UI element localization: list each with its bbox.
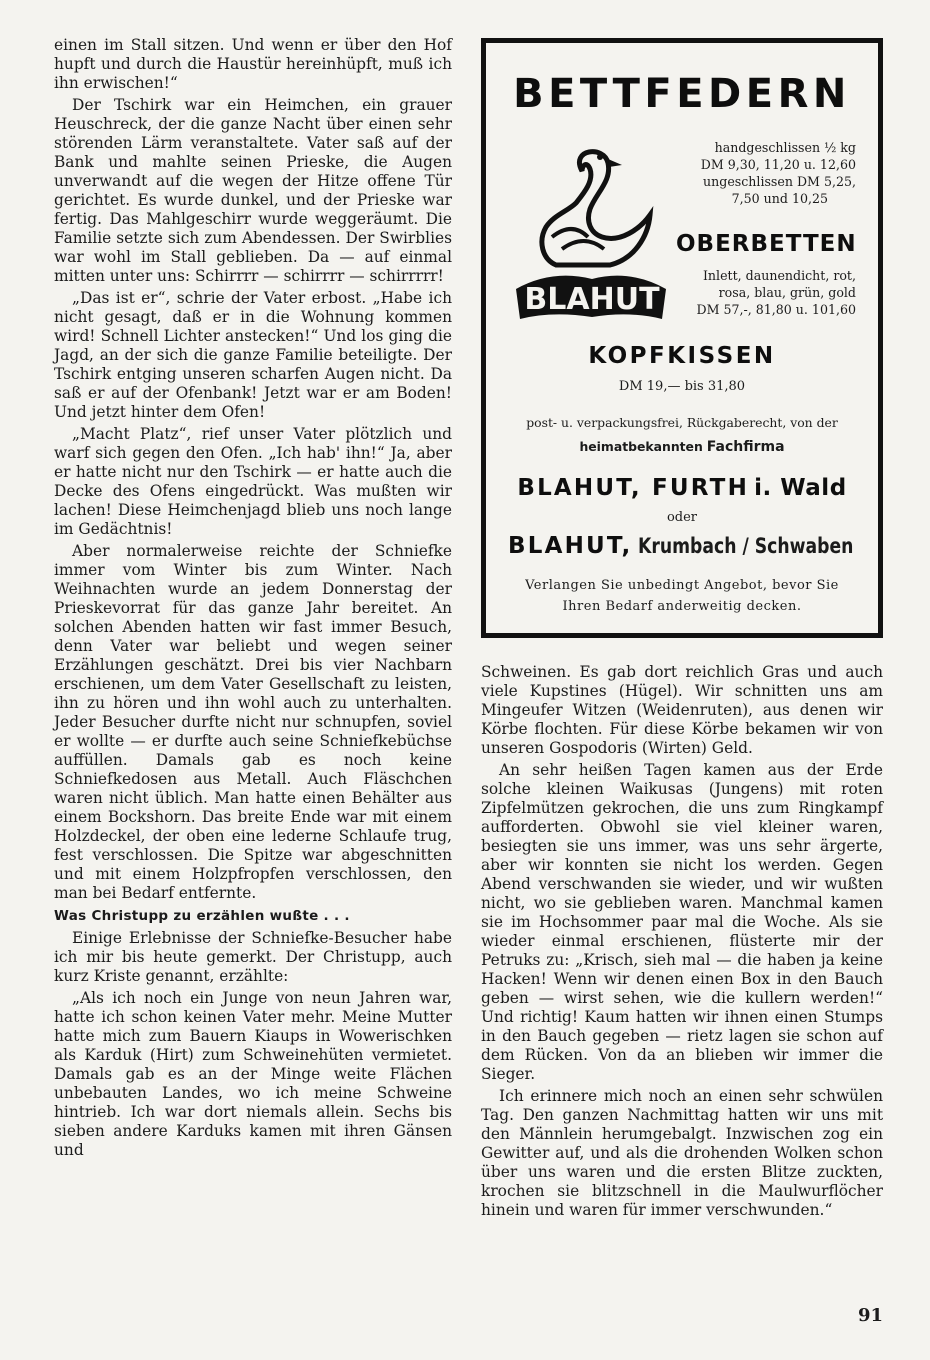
svg-text:BLAHUT: BLAHUT: [524, 282, 660, 317]
price-line: 7,50 und 10,25: [731, 191, 828, 206]
left-column: [54, 36, 452, 1163]
swan-logo-icon: [512, 141, 670, 321]
ad-footer-line-1: Verlangen Sie unbedingt Angebot, bevor Sie: [525, 578, 839, 593]
kopfkissen-heading: KOPFKISSEN: [588, 343, 776, 369]
paragraph: „Macht Platz“, rief unser Vater plötzlich und warf sich gegen den Ofen. „Ich hab' ihn!“ Ja, aber er hatte nicht nur den Tschirk — er hatte auch die Decke des Ofens eingedrückt. Was mußten wir lachen! Diese Heimchenjagd blieb uns noch lange im Gedächtnis!: [54, 425, 452, 538]
firm-intro: [486, 439, 878, 455]
firm-intro-fachfirma: Fachfirma: [706, 439, 785, 455]
paragraph: Einige Erlebnisse der Schniefke-Besucher habe ich mir bis heute gemerkt. Der Christupp, auch kurz Kriste genannt, erzählte:: [54, 929, 452, 985]
price-line: DM 57,-, 81,80 u. 101,60: [696, 302, 856, 317]
advertisement: [481, 38, 883, 638]
ad-title: BETTFEDERN: [513, 71, 851, 117]
kopfkissen-price: DM 19,— bis 31,80: [618, 379, 746, 394]
price-line: handgeschlissen ½ kg: [714, 140, 856, 155]
firm-intro-text: heimatbekannten: [579, 439, 703, 454]
paragraph: Aber normalerweise reichte der Schniefke immer vom Winter bis zum Winter. Nach Weihnachten wurde an jedem Donnerstag der Prieskevorrat für das ganze Jahr bereitet. An solchen Abenden hatten wir fast immer Besuch, denn Vater war beliebt und wegen seiner Erzählungen geschätzt. Drei bis vier Nachbarn erschienen, um dem Vater Gesellschaft zu leisten, ihn zu hören und ihn wohl auch zu unterhalten. Jeder Besucher durfte nicht nur schnupfen, soviel er wollte — er durfte auch seine Schniefkebüchse auffüllen. Damals gab es noch keine Schniefkedosen aus Metall. Auch Fläschchen waren nicht üblich. Man hatte einen Behälter aus einem Bockshorn. Das breite Ende war mit einem Holzdeckel, der oben eine lederne Schlaufe trug, fest verschlossen. Die Spitze war abgeschnitten und mit einem Holzpfropfen verschlossen, den man bei Bedarf entfernte.: [54, 542, 452, 902]
price-line: Inlett, daunendicht, rot,: [702, 268, 856, 283]
paragraph: Schweinen. Es gab dort reichlich Gras und auch viele Kupstines (Hügel). Wir schnitten uns am Mingeufer Witzen (Weidenruten), aus denen wir Körbe flochten. Für diese Körbe bekamen wir von unseren Gospodoris (Wirten) Geld.: [481, 663, 883, 757]
price-line: DM 9,30, 11,20 u. 12,60: [700, 157, 856, 172]
firm-krumbach-name: BLAHUT,: [508, 533, 633, 559]
firm-krumbach: [508, 533, 900, 559]
paragraph: Ich erinnere mich noch an einen sehr schwülen Tag. Den ganzen Nachmittag hatten wir uns mit den Männlein herumgebalgt. Inzwischen zog ein Gewitter auf, und als die drohenden Wolken schon über uns waren und die ersten Blitze zuckten, krochen sie blitzschnell in die Maulwurflöcher hinein und waren für immer verschwunden.“: [481, 1087, 883, 1219]
firm-furth: [486, 475, 878, 501]
right-column: [481, 663, 883, 1223]
section-heading: Was Christupp zu erzählen wußte . . .: [54, 908, 350, 924]
firm-furth-town: i. Wald: [754, 475, 847, 501]
page-number: 91: [858, 1305, 884, 1326]
paragraph: Der Tschirk war ein Heimchen, ein grauer Heuschreck, der die ganze Nacht über einen sehr störenden Lärm veranstaltete. Vater saß auf der Bank und mahlte seinen Prieske, die Augen unverwandt auf die wegen der Hitze offene Tür gerichtet. Es wurde dunkel, und der Prieske war fertig. Das Mahlgeschirr wurde weggeräumt. Die Familie setzte sich zum Abendessen. Der Swirblies war wohl im Stall geblieben. Da — auf einmal mitten unter uns: Schirrrr — schirrrr — schirrrrr!: [54, 96, 452, 285]
oberbetten-heading: OBERBETTEN: [676, 231, 857, 257]
price-line: ungeschlissen DM 5,25,: [703, 174, 856, 189]
paragraph: „Als ich noch ein Junge von neun Jahren war, hatte ich schon keinen Vater mehr. Meine Mutter hatte mich zum Bauern Kiaups in Wowerischken als Karduk (Hirt) zum Schweinehüten vermietet. Damals gab es an der Minge weite Flächen unbebauten Landes, wo ich meine Schweine hintrieb. Ich war dort niemals allein. Sechs bis sieben andere Karduks kamen mit ihren Gänsen und: [54, 989, 452, 1159]
oder-text: oder: [666, 510, 698, 525]
shipping-note: post- u. verpackungsfrei, Rückgaberecht, von der: [526, 415, 838, 430]
firm-furth-name: BLAHUT, FURTH: [517, 475, 750, 501]
price-list-feathers: [676, 139, 856, 207]
paragraph: einen im Stall sitzen. Und wenn er über den Hof hupft und durch die Haustür hereinhüpft, muß ich ihn erwischen!“: [54, 36, 452, 92]
paragraph: „Das ist er“, schrie der Vater erbost. „Habe ich nicht gesagt, daß er in die Wohnung kommen wird! Schnell Lichter anstecken!“ Und los ging die Jagd, an der sich die ganze Familie beteiligte. Der Tschirk entging unseren scharfen Augen nicht. Da saß er auf der Ofenbank! Jetzt war er am Boden! Und jetzt hinter dem Ofen!: [54, 289, 452, 421]
price-list-oberbetten: [676, 267, 856, 318]
ad-footer-line-2: Ihren Bedarf anderweitig decken.: [562, 599, 802, 614]
firm-krumbach-town: Krumbach / Schwaben: [637, 534, 853, 558]
paragraph: An sehr heißen Tagen kamen aus der Erde solche kleinen Waikusas (Jungens) mit roten Zipfelmützen gekrochen, die uns zum Ringkampf aufforderten. Obwohl sie viel kleiner waren, besiegten sie uns immer, was uns sehr ärgerte, aber wir konnten sie nicht los werden. Gegen Abend verschwanden sie wieder, und wir wußten nicht, wo sie geblieben waren. Manchmal kamen sie im Hochsommer paar mal die Woche. Als sie wieder einmal erschienen, flüsterte mir der Petruks zu: „Krisch, sieh mal — die haben ja keine Hacken! Wenn wir denen einen Box in den Bauch geben — wirst sehen, wie die kullern werden!“ Und richtig! Kaum hatten wir ihnen einen Stumps in den Bauch gegeben — rietz lagen sie schon auf dem Rücken. Von da an blieben wir immer die Sieger.: [481, 761, 883, 1083]
price-line: rosa, blau, grün, gold: [718, 285, 856, 300]
